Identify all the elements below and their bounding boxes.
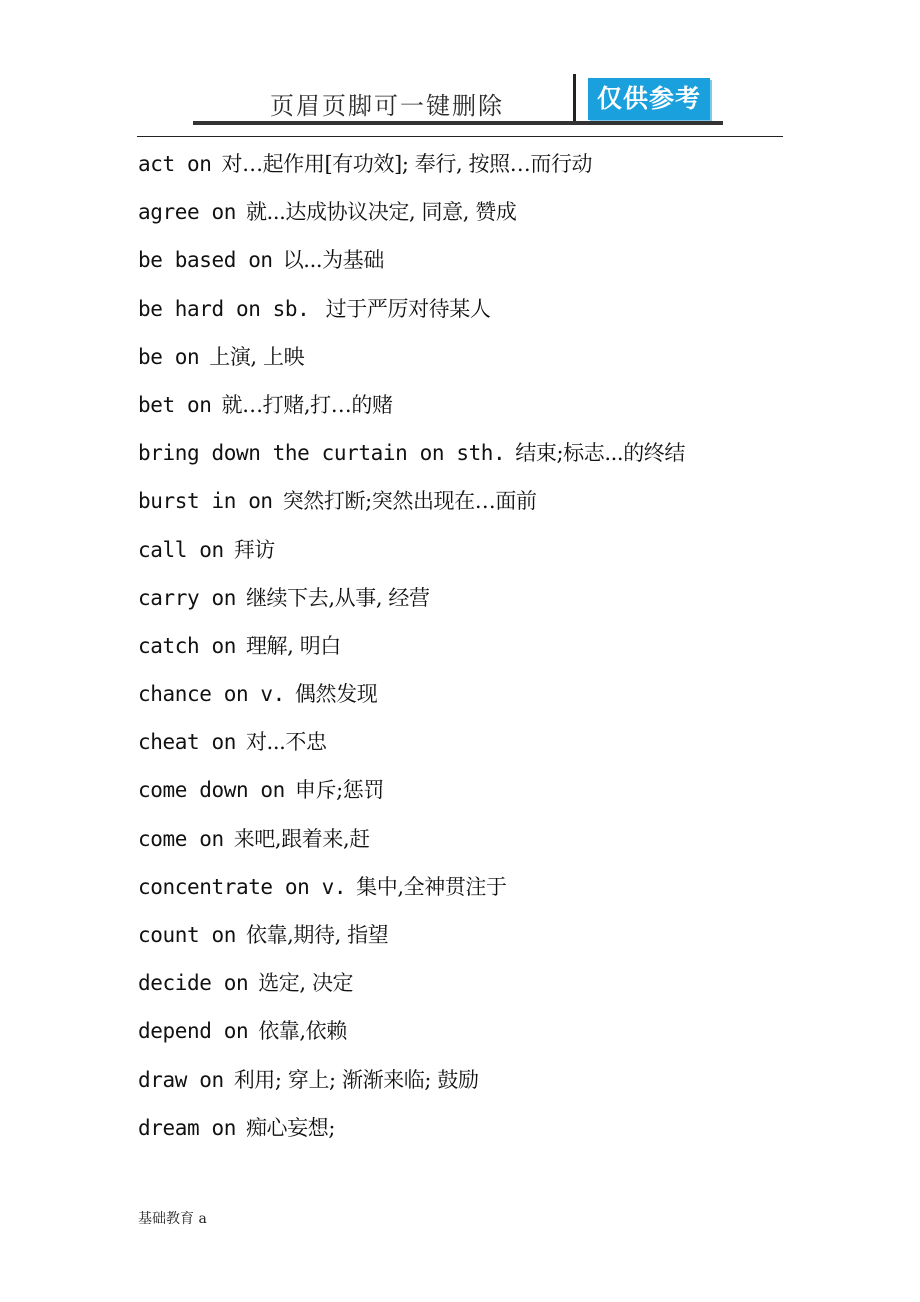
- phrase-meaning: 就…打赌,打…的赌: [221, 392, 393, 417]
- phrase-meaning: 依靠,期待, 指望: [245, 923, 389, 947]
- phrase-meaning: 集中,全神贯注于: [356, 874, 507, 899]
- phrase-entry: [138, 819, 788, 867]
- phrase-entry: [138, 433, 788, 481]
- phrase-entry: [138, 722, 788, 770]
- phrase-meaning: 继续下去,从事, 经营: [245, 585, 430, 610]
- phrase-entry: [138, 530, 788, 578]
- phrase-entry: [138, 915, 788, 963]
- phrase-meaning: 突然打断;突然出现在…面前: [282, 489, 537, 514]
- phrase-term: catch on: [138, 633, 236, 658]
- phrase-entry: [138, 337, 788, 385]
- phrase-entry: [138, 1011, 788, 1059]
- phrase-term: count on: [138, 923, 236, 947]
- phrase-entry: [138, 240, 788, 288]
- phrase-term: chance on v.: [138, 682, 285, 707]
- phrase-meaning: 偶然发现: [294, 682, 378, 707]
- phrase-meaning: 理解, 明白: [245, 633, 341, 658]
- phrase-term: dream on: [138, 1115, 236, 1140]
- phrase-term: be based on: [138, 248, 273, 273]
- phrase-term: be hard on sb.: [138, 296, 310, 321]
- phrase-term: come down on: [138, 778, 285, 803]
- phrase-list: [138, 144, 788, 1156]
- header-rule: [137, 136, 783, 137]
- phrase-meaning: 依靠,依赖: [258, 1019, 347, 1044]
- phrase-term: call on: [138, 537, 224, 562]
- phrase-meaning: 对...不忠: [245, 730, 327, 755]
- phrase-term: cheat on: [138, 730, 236, 755]
- page-header: [0, 0, 920, 140]
- phrase-term: bet on: [138, 392, 212, 417]
- phrase-term: bring down the curtain on sth.: [138, 441, 506, 466]
- phrase-meaning: 利用; 穿上; 渐渐来临; 鼓励: [233, 1067, 479, 1092]
- phrase-entry: [138, 289, 788, 337]
- phrase-term: act on: [138, 152, 212, 176]
- phrase-meaning: 就...达成协议决定, 同意, 赞成: [245, 200, 517, 225]
- phrase-entry: [138, 867, 788, 915]
- phrase-meaning: 上演, 上映: [209, 344, 305, 369]
- phrase-term: depend on: [138, 1019, 249, 1044]
- phrase-meaning: 过于严厉对待某人: [319, 296, 491, 321]
- phrase-meaning: 选定, 决定: [258, 971, 354, 996]
- phrase-entry: [138, 192, 788, 240]
- phrase-entry: [138, 385, 788, 433]
- phrase-meaning: 结束;标志...的终结: [515, 441, 685, 466]
- header-underline: [193, 121, 723, 125]
- phrase-term: burst in on: [138, 489, 273, 514]
- phrase-meaning: 痴心妄想;: [245, 1115, 336, 1140]
- phrase-meaning: 来吧,跟着来,赶: [233, 826, 370, 851]
- phrase-entry: [138, 578, 788, 626]
- phrase-term: agree on: [138, 200, 236, 225]
- phrase-meaning: 申斥;惩罚: [294, 778, 384, 803]
- phrase-entry: [138, 481, 788, 529]
- header-divider: [573, 74, 576, 124]
- phrase-term: come on: [138, 826, 224, 851]
- phrase-entry: [138, 626, 788, 674]
- phrase-entry: [138, 770, 788, 818]
- phrase-entry: [138, 1108, 788, 1156]
- reference-only-badge: 仅供参考: [588, 78, 710, 120]
- phrase-meaning: 拜访: [233, 537, 275, 562]
- phrase-meaning: 以...为基础: [282, 248, 384, 273]
- phrase-entry: [138, 674, 788, 722]
- phrase-term: decide on: [138, 971, 249, 996]
- phrase-entry: [138, 144, 788, 192]
- phrase-entry: [138, 1060, 788, 1108]
- phrase-entry: [138, 963, 788, 1011]
- header-title: 页眉页脚可一键删除: [270, 92, 504, 120]
- phrase-meaning: 对…起作用[有功效]; 奉行, 按照…而行动: [221, 152, 593, 176]
- phrase-term: draw on: [138, 1067, 224, 1092]
- phrase-term: carry on: [138, 585, 236, 610]
- phrase-term: be on: [138, 344, 200, 369]
- page-footer: 基础教育 a: [138, 1211, 207, 1227]
- phrase-term: concentrate on v.: [138, 874, 347, 899]
